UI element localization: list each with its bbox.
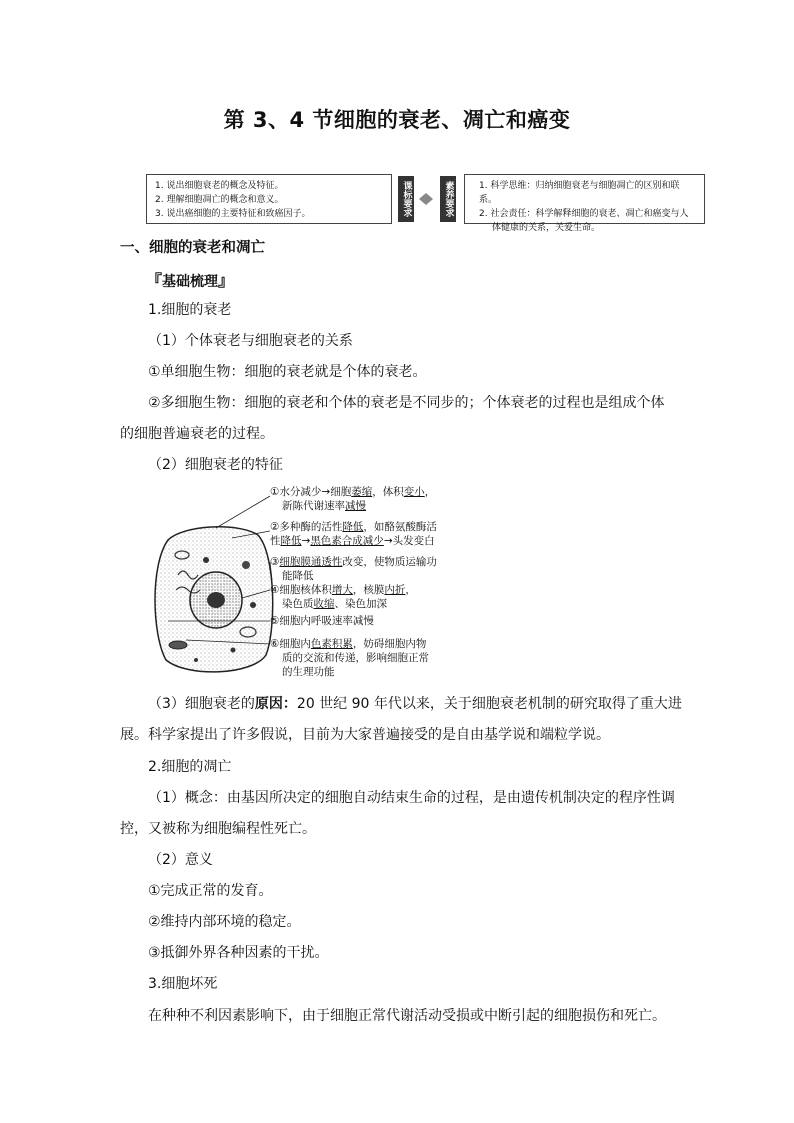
basic-review-text: 基础梳理: [162, 274, 219, 290]
ann-text: 降低: [342, 521, 364, 533]
basic-review-label: 『基础梳理』: [146, 271, 235, 290]
paragraph: 1.细胞的衰老: [148, 302, 232, 318]
ann-text: 新陈代谢速率: [282, 500, 345, 512]
ann-text: ②多种酶的活性: [270, 521, 343, 533]
literacy-item: 1. 科学思维：归纳细胞衰老与细胞凋亡的区别和联系。: [479, 181, 680, 205]
ann-text: 能降低: [282, 570, 314, 582]
annotation-6: [270, 637, 429, 679]
ann-text: ①水分减少→细胞: [270, 486, 352, 498]
ann-text: 、染色加深: [334, 598, 387, 610]
ann-text: →头发变白: [383, 535, 435, 547]
ann-text: →: [301, 535, 311, 547]
ann-text: 色素积累: [310, 638, 353, 650]
ann-text: ，: [424, 486, 436, 498]
diamond-arrow-icon: [419, 193, 433, 205]
ann-text: ③: [270, 556, 280, 568]
literacy-requirements-box: [464, 174, 705, 233]
paragraph: [148, 694, 682, 714]
annotation-3: [270, 555, 437, 583]
ann-text: 染色质: [282, 598, 314, 610]
literacy-item: 体健康的关系，关爱生命。: [492, 223, 601, 233]
literacy-item: 2. 社会责任：科学解释细胞的衰老、凋亡和癌变与人: [479, 209, 689, 219]
paragraph: （2）意义: [148, 852, 213, 868]
ann-text: 变小: [403, 486, 425, 498]
curriculum-item: 2. 理解细胞凋亡的概念和意义。: [155, 195, 284, 205]
aging-cell-figure: [146, 480, 456, 680]
ann-text: 细胞膜通透性: [279, 556, 343, 568]
ann-text: ，如酪氨酸酶活: [363, 521, 437, 533]
ann-text: ，核膜: [352, 584, 385, 596]
paragraph: ③抵御外界各种因素的干扰。: [148, 945, 329, 961]
paragraph: 2.细胞的凋亡: [148, 759, 232, 775]
paragraph: ②多细胞生物：细胞的衰老和个体的衰老是不同步的；个体衰老的过程也是组成个体: [148, 395, 665, 411]
paragraph: 展。科学家提出了许多假说，目前为大家普遍接受的是自由基学说和端粒学说。: [120, 727, 610, 743]
paragraph: （1）概念：由基因所决定的细胞自动结束生命的过程，是由遗传机制决定的程序性调: [148, 790, 675, 806]
ann-text: 黑色素合成减少: [310, 535, 384, 547]
ann-text: ，: [405, 584, 416, 596]
ann-text: 性: [270, 535, 281, 547]
objectives-banner: [146, 174, 706, 233]
ann-text: ，妨碍细胞内物: [352, 638, 427, 650]
ann-text: 内折: [384, 584, 406, 596]
annotation-2: [270, 520, 437, 548]
ann-text: 减慢: [345, 500, 366, 512]
ann-text: 质的交流和传递，影响细胞正常: [282, 652, 429, 664]
para-bold-text: 原因：: [254, 696, 297, 712]
ann-text: 改变，使物质运输功: [342, 556, 437, 568]
paragraph: 的细胞普遍衰老的过程。: [120, 426, 274, 442]
paragraph: ①完成正常的发育。: [148, 883, 273, 899]
curriculum-requirements-box: [146, 174, 392, 224]
literacy-tag: 素养要求: [440, 176, 456, 222]
ann-text: 的生理功能: [282, 666, 335, 678]
paragraph: 控，又被称为细胞编程性死亡。: [120, 821, 316, 837]
section-heading: 一、细胞的衰老和凋亡: [120, 240, 265, 256]
ann-text: 降低: [280, 535, 302, 547]
paragraph: 3.细胞坏死: [148, 976, 218, 992]
paragraph: ②维持内部环境的稳定。: [148, 914, 301, 930]
paragraph: （1）个体衰老与细胞衰老的关系: [148, 333, 353, 349]
paragraph: （2）细胞衰老的特征: [148, 457, 283, 473]
ann-text: ④细胞核体积: [270, 584, 332, 596]
ann-text: 萎缩: [351, 486, 373, 498]
curriculum-item: 3. 说出癌细胞的主要特征和致癌因子。: [155, 209, 311, 219]
curriculum-tag: 课标要求: [398, 176, 414, 222]
annotation-1: [270, 485, 435, 513]
paragraph: 在种种不利因素影响下，由于细胞正常代谢活动受损或中断引起的细胞损伤和死亡。: [148, 1008, 666, 1024]
curriculum-item: 1. 说出细胞衰老的概念及特征。: [155, 181, 284, 191]
para-text: （3）细胞衰老的: [148, 696, 255, 712]
annotation-5: ⑤细胞内呼吸速率减慢: [270, 615, 374, 627]
ann-text: 收缩: [313, 598, 335, 610]
page-title: 第 3、4 节细胞的衰老、凋亡和癌变: [223, 108, 571, 132]
para-text: 20 世纪 90 年代以来，关于细胞衰老机制的研究取得了重大进: [296, 696, 682, 712]
ann-text: 增大: [331, 584, 353, 596]
paragraph: ①单细胞生物：细胞的衰老就是个体的衰老。: [148, 364, 427, 380]
ann-text: ，体积: [372, 486, 404, 498]
annotation-4: [270, 583, 416, 611]
ann-text: ⑥细胞内: [270, 638, 311, 650]
